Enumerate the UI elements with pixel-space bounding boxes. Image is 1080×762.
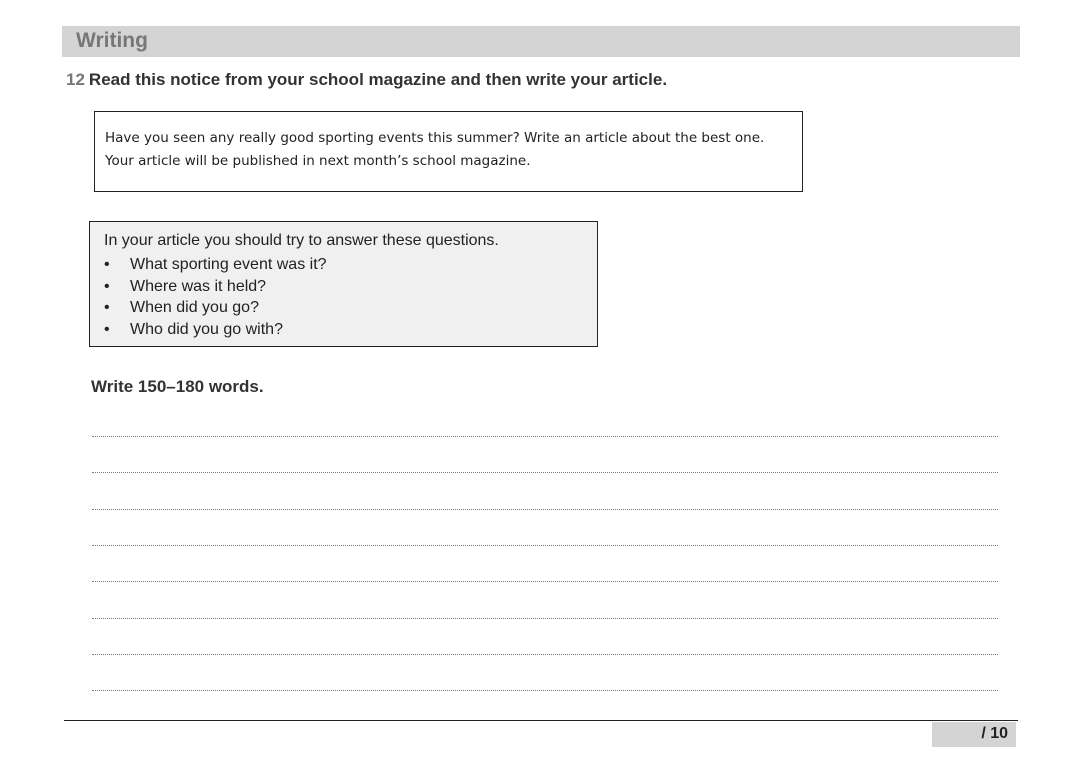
answer-line[interactable] <box>92 472 998 473</box>
answer-line[interactable] <box>92 690 998 691</box>
answer-line[interactable] <box>92 545 998 546</box>
answer-line[interactable] <box>92 436 998 437</box>
prompt-bullet-list <box>104 254 327 340</box>
prompt-bullet-text: What sporting event was it? <box>130 256 327 273</box>
section-title: Writing <box>76 29 148 52</box>
notice-box <box>94 111 803 192</box>
answer-line[interactable] <box>92 618 998 619</box>
prompt-bullet-text: Who did you go with? <box>130 320 283 338</box>
answer-line[interactable] <box>92 581 998 582</box>
bullet-icon: • <box>104 299 110 317</box>
prompt-bullet-text: When did you go? <box>130 299 259 317</box>
prompt-bullet-text: Where was it held? <box>130 277 267 295</box>
bullet-icon: • <box>104 277 110 295</box>
prompt-bullet <box>104 297 327 319</box>
footer-divider <box>64 720 1018 721</box>
bullet-icon: • <box>104 256 110 273</box>
question-text: Read this notice from your school magazine and then write your article. <box>88 70 668 89</box>
score-box <box>932 722 1016 747</box>
prompt-bullet <box>104 276 327 298</box>
notice-text: Have you seen any really good sporting events this summer? Write an article about the best one. Your article will be published in next month’s school magazine. <box>105 130 765 169</box>
prompt-bullet <box>104 254 327 276</box>
answer-line[interactable] <box>92 509 998 510</box>
prompt-bullet <box>104 319 327 341</box>
prompt-box <box>89 221 598 347</box>
answer-line[interactable] <box>92 654 998 655</box>
word-count-instruction: Write 150–180 words. <box>91 377 264 396</box>
section-header <box>62 26 1020 57</box>
question-number: 12 <box>66 70 85 89</box>
prompt-intro: In your article you should try to answer these questions. <box>104 232 499 249</box>
score-label: / 10 <box>981 725 1008 742</box>
question-prompt <box>66 70 667 90</box>
bullet-icon: • <box>104 320 110 338</box>
